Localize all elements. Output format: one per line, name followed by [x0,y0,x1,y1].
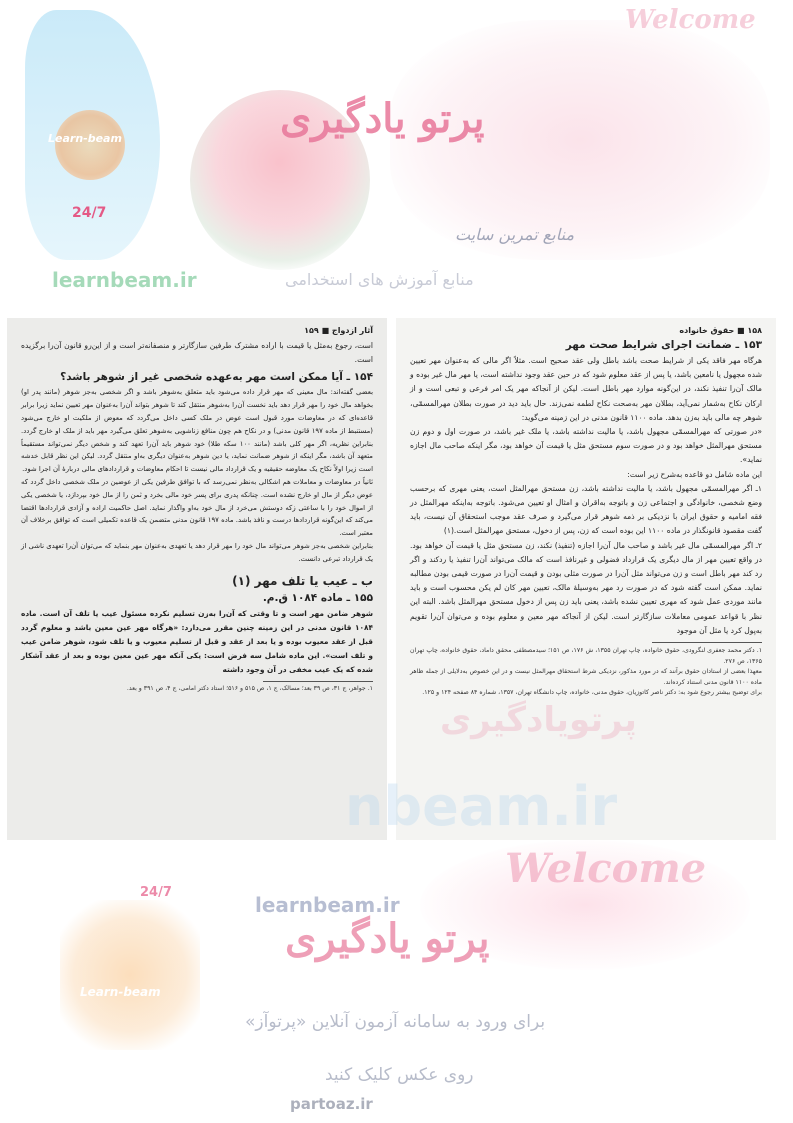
learnbeam-url-bottom: learnbeam.ir [255,893,400,917]
page-header: آثار ازدواج ■ ۱۵۹ [304,326,373,335]
paragraph: این ماده شامل دو قاعده به‌شرح زیر است: [627,469,762,479]
paragraph: «در صورتی که مهرالمسمّی مجهول باشد، یا مالیت نداشته باشد، یا ملک غیر باشد، در صورت اول و دوم زن مستحق مهرالمثل خواهد بود و در صورت سوم مستحق مثل یا قیمت آن خواهد بود، مگر اینکه صاحب مال اجازه نماید». [410,427,762,465]
logo-hours-top: 24/7 [72,205,107,221]
welcome-text-bottom: Welcome [505,845,707,892]
scanned-page-159 [7,318,387,840]
paragraph: هرگاه مهر فاقد یکی از شرایط صحت باشد باطل ولی عقد صحیح است. مثلاً اگر مالی که به‌عنوان مهر تعیین شده مجهول یا نامعین باشد، یا پس از عقد معلوم شود که در حین عقد وجود نداشته است، یا مهر مال غیر بوده و مالک آن‌را تنفیذ نکند، در این‌گونه موارد مهر باطل است. لیکن از آنجاکه مهر یک امر فرعی و تبعی است و از ارکان نکاح به‌شمار نمی‌آید، بطلان مهر به‌صحت نکاح لطمه نمی‌زند. حال باید دید در صورت بطلان مهرالمسمّی، شوهر چه مالی باید به‌زن بدهد. ماده ۱۱۰۰ قانون مدنی در این زمینه می‌گوید: [410,356,762,422]
logo-learn-beam-bottom: Learn-beam [80,985,161,999]
site-subtitle-2: منابع آموزش های استخدامی [285,270,474,289]
partoaz-line-1: برای ورود به سامانه آزمون آنلاین «پرتوآز» [245,1012,546,1032]
footnote: معهذا بعضی از استادان حقوق برآنند که در مورد مذکور، نزدیکی شرط استحقاق مهرالمثل نیست و در این خصوص به‌دلایلی از جمله ظاهر ماده ۱۱۰۰ قانون مدنی استناد کرده‌اند. [410,668,762,686]
paragraph: بعضی گفته‌اند: مال معینی که مهر قرار داده می‌شود باید متعلق به‌شوهر باشد و اگر شخصی به‌جز شوهر (مانند پدر او) بخواهد مال خود را مهر قرار دهد باید نخست آن‌را به‌شوهر منتقل کند تا شوهر بتواند آن‌را به‌عنوان مهر تعیین نماید زیرا برابر قاعده‌ای که در معاوضات مورد قبول است عوض در ملک کسی داخل می‌گردد که معوض از ملکیت او خارج می‌شود (مستنبط از ماده ۱۹۷ قانون مدنی) و در نکاح هم چون منافع زناشویی به‌شوهر تعلق می‌گیرد مهر باید از ملک او خارج گردد. بنابراین نظریه، اگر مهر کلی باشد (مانند ۱۰۰ سکه طلا) خود شوهر باید آن‌را تعهد کند و شخص دیگر نمی‌تواند مستقیماً متعهد آن باشد، مگر اینکه از شوهر ضمانت نماید، یا دین شوهر به‌عنوان دیگری به‌او منتقل گردد. لیکن این نظر قابل خدشه است زیرا اولاً نکاح یک معاوضه حقیقیه و یک قرارداد مالی نیست تا احکام معاوضات و قراردادهای مالی دربارهٔ آن اجرا شود. [21,388,373,474]
welcome-text-top: Welcome [625,5,756,35]
mid-brand-watermark: پرتویادگیری [440,700,637,740]
logo-sun-bottom [60,900,200,1050]
logo-learn-beam-top: Learn-beam [48,132,122,145]
paragraph: بنابراین شخصی به‌جز شوهر می‌تواند مال خود را مهر قرار دهد یا تعهدی به‌عنوان مهر بنماید که می‌توان آن‌را تعهدی ناشی از یک قرارداد تبرعی دانست. [21,541,373,563]
section-heading: ۱۵۳ ـ ضمانت اجرای شرایط صحت مهر [565,339,762,351]
section-heading: ۱۵۴ ـ آیا ممکن است مهر به‌عهده شخصی غیر از شوهر باشد؟ [60,371,373,384]
section-heading: ب ـ عیب یا تلف مهر (۱) [232,573,373,588]
site-title-top: پرتو یادگیری [280,95,485,142]
paragraph: ثانیاً در معاوضات و معاملات هم اشکالی به‌نظر نمی‌رسد که با توافق طرفین یکی از عوضین در ملک شخصی داخل گردد که عوض دیگر از مال او خارج نشده است. چنانکه پدری برای پسر خود مالی بخرد و ثمن را از مال خود بپردازد، یا شخصی یکی از اموال خود را با ساعتی زکه دوستش می‌خرد از مال خود به‌او واگذار نماید. اصل حاکمیت اراده و آزادی قراردادها اقتضا می‌کند که این‌گونه قراردادها درست و نافذ باشد. ماده ۱۹۷ قانون مدنی متضمن یک قاعده تکمیلی است که توافق برخلاف آن معتبر است. [21,477,373,538]
partoaz-line-2: روی عکس کلیک کنید [325,1065,474,1085]
footnote: ۱. دکتر محمد جعفری لنگرودی، حقوق خانواده، چاپ تهران ۱۳۵۵، ش ۱۷۶، ص ۱۵۱؛ سیدمصطفی محقق داماد، حقوق خانواده، چاپ تهران ۱۳۶۵، ص ۲۷۶. [410,647,763,665]
mid-url-watermark: nbeam.ir [345,775,618,838]
paragraph: ۲ـ اگر مهرالمسمّی مال غیر باشد و صاحب مال آن‌را اجازه (تنفیذ) نکند، زن مستحق مثل یا قیمت آن خواهد بود. در واقع تعیین مهر از مال دیگری یک قرارداد فضولی و غیرنافذ است که مالک می‌تواند آن‌را تنفیذ یا ردکند و اگر رد کند مهر باطل است و زن می‌تواند مثل آن‌را در صورت مثلی بودن و قیمت آن‌را در صورت قیمی بودن مطالبه نماید. ممکن است گفته شود که در صورت رد مهر به‌وسیلهٔ مالک، تعیین مهر کان لم یکن محسوب است و باید مانند موردی عمل شود که مهری تعیین نشده باشد، یعنی باید زن پس از دخول مستحق مهرالمثل باشد. البته این نظر با قواعد عمومی معاملات سازگارتر است. لیکن از آنجاکه مهر معین و معلوم بوده و می‌توان آن‌را تقویم به‌پول کرد یا مثل آن موجود [410,540,762,635]
footnote-divider [652,642,762,643]
learnbeam-url-top: learnbeam.ir [52,268,197,292]
page-header: ۱۵۸ ■ حقوق خانواده [679,326,762,335]
partoaz-url: partoaz.ir [290,1095,373,1113]
site-title-bottom: پرتو یادگیری [285,915,490,962]
logo-sun-top [55,110,125,180]
paragraph: ۱ـ اگر مهرالمسمّی مجهول باشد، یا مالیت نداشته باشد، زن مستحق مهرالمثل است، یعنی مهری که برحسب وضع شخصی، خانوادگی و اجتماعی زن و باتوجه به‌اقران و امثال او تعیین می‌شود. باتوجه به‌اینکه مهرالمثل در فقه امامیه و حقوق ایران با نزدیکی بر ذمه شوهر قرار می‌گیرد و صرف عقد موجب استحقاق آن نیست، باید گفت مقصود قانونگذار در ماده ۱۱۰۰ این بوده است که زن، پس از دخول، مستحق مهرالمثل است.(۱) [410,483,762,536]
paragraph: است، رجوع به‌مثل یا قیمت با اراده مشترک طرفین سازگارتر و منصفانه‌تر است و از این‌رو قانون آن‌را برگزیده است. [21,341,373,365]
footnote-divider [263,681,373,682]
footnote: برای توضیح بیشتر رجوع شود به: دکتر ناصر کاتوزیان، حقوق مدنی، خانواده، چاپ دانشگاه تهران، ۱۳۵۷، شماره ۸۴ صفحه ۱۲۴ و ۱۲۵. [422,689,762,697]
scanned-page-158 [396,318,776,840]
logo-hours-bottom: 24/7 [140,885,172,900]
site-subtitle-1: منابع تمرین سایت [455,225,575,244]
paragraph: شوهر ضامن مهر است و تا وقتی که آن‌را به‌زن تسلیم نکرده مسئول عیب یا تلف آن است. ماده ۱۰۸۴ قانون مدنی در این زمینه چنین مقرر می‌دارد: «هرگاه مهر عین معین باشد و معلوم گردد قبل از عقد معیوب بوده و یا بعد از عقد و قبل از تسلیم معیوب و یا تلف شود، شوهر ضامن عیب و تلف است». این ماده شامل سه فرض است: یکی آنکه مهر عین معین بوده و بعد از عقد آشکار شده که یک عیب مخفی در آن وجود داشته [21,608,373,675]
section-heading: ۱۵۵ ـ ماده ۱۰۸۴ ق.م. [262,591,373,604]
footnote: ۱. جواهر، ج ۳۱، ص ۳۹ بعد؛ مسالک، ج ۱، ص ۵۱۵ و ۵۱۶؛ استاد دکتر امامی، ج ۴، ص ۳۹۱ و بعد. [126,684,373,692]
